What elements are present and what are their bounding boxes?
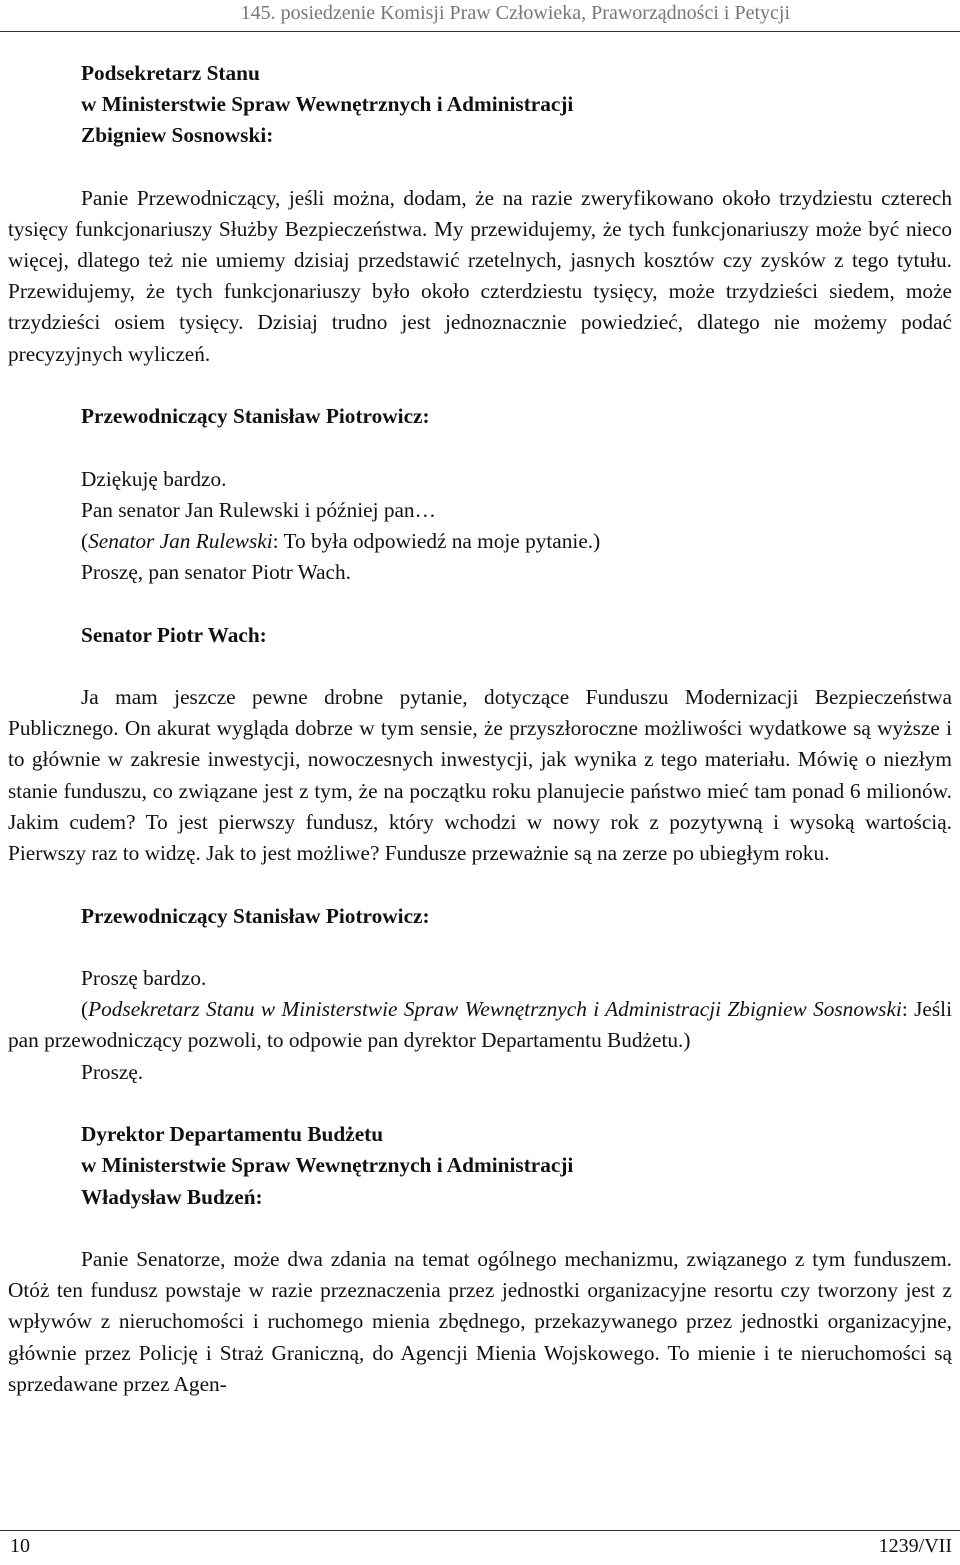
interjection-text: : Jeśli pan przewodniczący pozwoli, to odpowie pan dyrektor Departamentu Budżetu.) xyxy=(8,997,952,1053)
speaker-name: Zbigniew Sosnowski: xyxy=(81,123,274,148)
interjection-speaker: Senator Jan Rulewski xyxy=(88,528,273,553)
speaker-title: Podsekretarz Stanu xyxy=(81,61,260,85)
speech-paragraph: Proszę. xyxy=(81,1059,144,1084)
interjection xyxy=(8,526,952,557)
interjection-text: : To była odpowiedź na moje pytanie.) xyxy=(272,528,601,553)
speaker-title: Dyrektor Departamentu Budżetu xyxy=(81,1122,384,1147)
document-code: 1239/VII xyxy=(878,1535,952,1557)
speech-paragraph: Dziękuję bardzo. xyxy=(81,466,227,491)
interjection-open: ( xyxy=(81,528,89,553)
speaker-heading xyxy=(8,1119,952,1213)
speaker-ministry: w Ministerstwie Spraw Wewnętrznych i Administracji xyxy=(81,92,574,117)
speech-paragraph: Proszę bardzo. xyxy=(81,965,207,990)
speech-paragraph: Ja mam jeszcze pewne drobne pytanie, dotyczące Funduszu Modernizacji Bezpieczeństwa Publicznego. On akurat wygląda dobrze w tym sensie, że przyszłoroczne możliwości wydatkowe są wyższe i to głównie w zakresie inwestycji, nowoczesnych inwestycji, jak wynika z tego materiału. Mówię o niezłym stanie funduszu, co związane jest z tym, że na początku roku planujecie państwo mieć tam ponad 6 milionów. Jakim cudem? To jest pierwszy fundusz, który wchodzi w nowy rok z pozytywną i wysoką wartością. Pierwszy raz to widzę. Jak to jest możliwe? Fundusze przeważnie są na zerze po ubiegłym roku. xyxy=(8,685,952,866)
running-title: 145. posiedzenie Komisji Praw Człowieka, Praworządności i Petycji xyxy=(240,2,790,24)
speaker-heading: Przewodniczący Stanisław Piotrowicz: xyxy=(81,404,430,429)
speaker-heading xyxy=(8,58,952,152)
page-number: 10 xyxy=(10,1535,30,1557)
page-header xyxy=(0,0,960,32)
speech-paragraph: Proszę, pan senator Piotr Wach. xyxy=(81,560,351,585)
speaker-name: Władysław Budzeń: xyxy=(81,1184,263,1209)
interjection xyxy=(8,994,952,1056)
page-footer xyxy=(0,1530,960,1565)
speech-paragraph: Panie Przewodniczący, jeśli można, dodam, że na razie zweryfikowano około trzydziestu czterech tysięcy funkcjonariuszy Służby Bezpieczeństwa. My przewidujemy, że tych funkcjonariuszy może być nieco więcej, dlatego też nie umiemy dzisiaj przedstawić rzetelnych, jasnych kosztów czy zysków z tego tytułu. Przewidujemy, że tych funkcjonariuszy było około czterdziestu tysięcy, może trzydzieści siedem, może trzydzieści osiem tysięcy. Dzisiaj trudno jest jednoznacznie powiedzieć, dlatego nie możemy podać precyzyjnych wyliczeń. xyxy=(8,185,952,366)
transcript-body xyxy=(8,58,952,1400)
speech-paragraph: Panie Senatorze, może dwa zdania na temat ogólnego mechanizmu, związanego z tym funduszem. Otóż ten fundusz powstaje w razie przeznaczenia przez jednostki organizacyjne resortu czy tworzony jest z wpływów z nieruchomości i ruchomego mienia zbędnego, przekazywanego przez jednostki organizacyjne, głównie przez Policję i Straż Graniczną, do Agencji Mienia Wojskowego. To mienie i te nieruchomości są sprzedawane przez Agen- xyxy=(8,1246,952,1396)
interjection-open: ( xyxy=(81,997,89,1022)
speech-paragraph: Pan senator Jan Rulewski i później pan… xyxy=(81,497,436,522)
speaker-heading: Przewodniczący Stanisław Piotrowicz: xyxy=(81,903,430,928)
speaker-ministry: w Ministerstwie Spraw Wewnętrznych i Administracji xyxy=(81,1153,574,1178)
speaker-heading: Senator Piotr Wach: xyxy=(81,622,267,647)
interjection-speaker: Podsekretarz Stanu w Ministerstwie Spraw Wewnętrznych i Administracji Zbigniew Sosnowski xyxy=(88,997,902,1022)
